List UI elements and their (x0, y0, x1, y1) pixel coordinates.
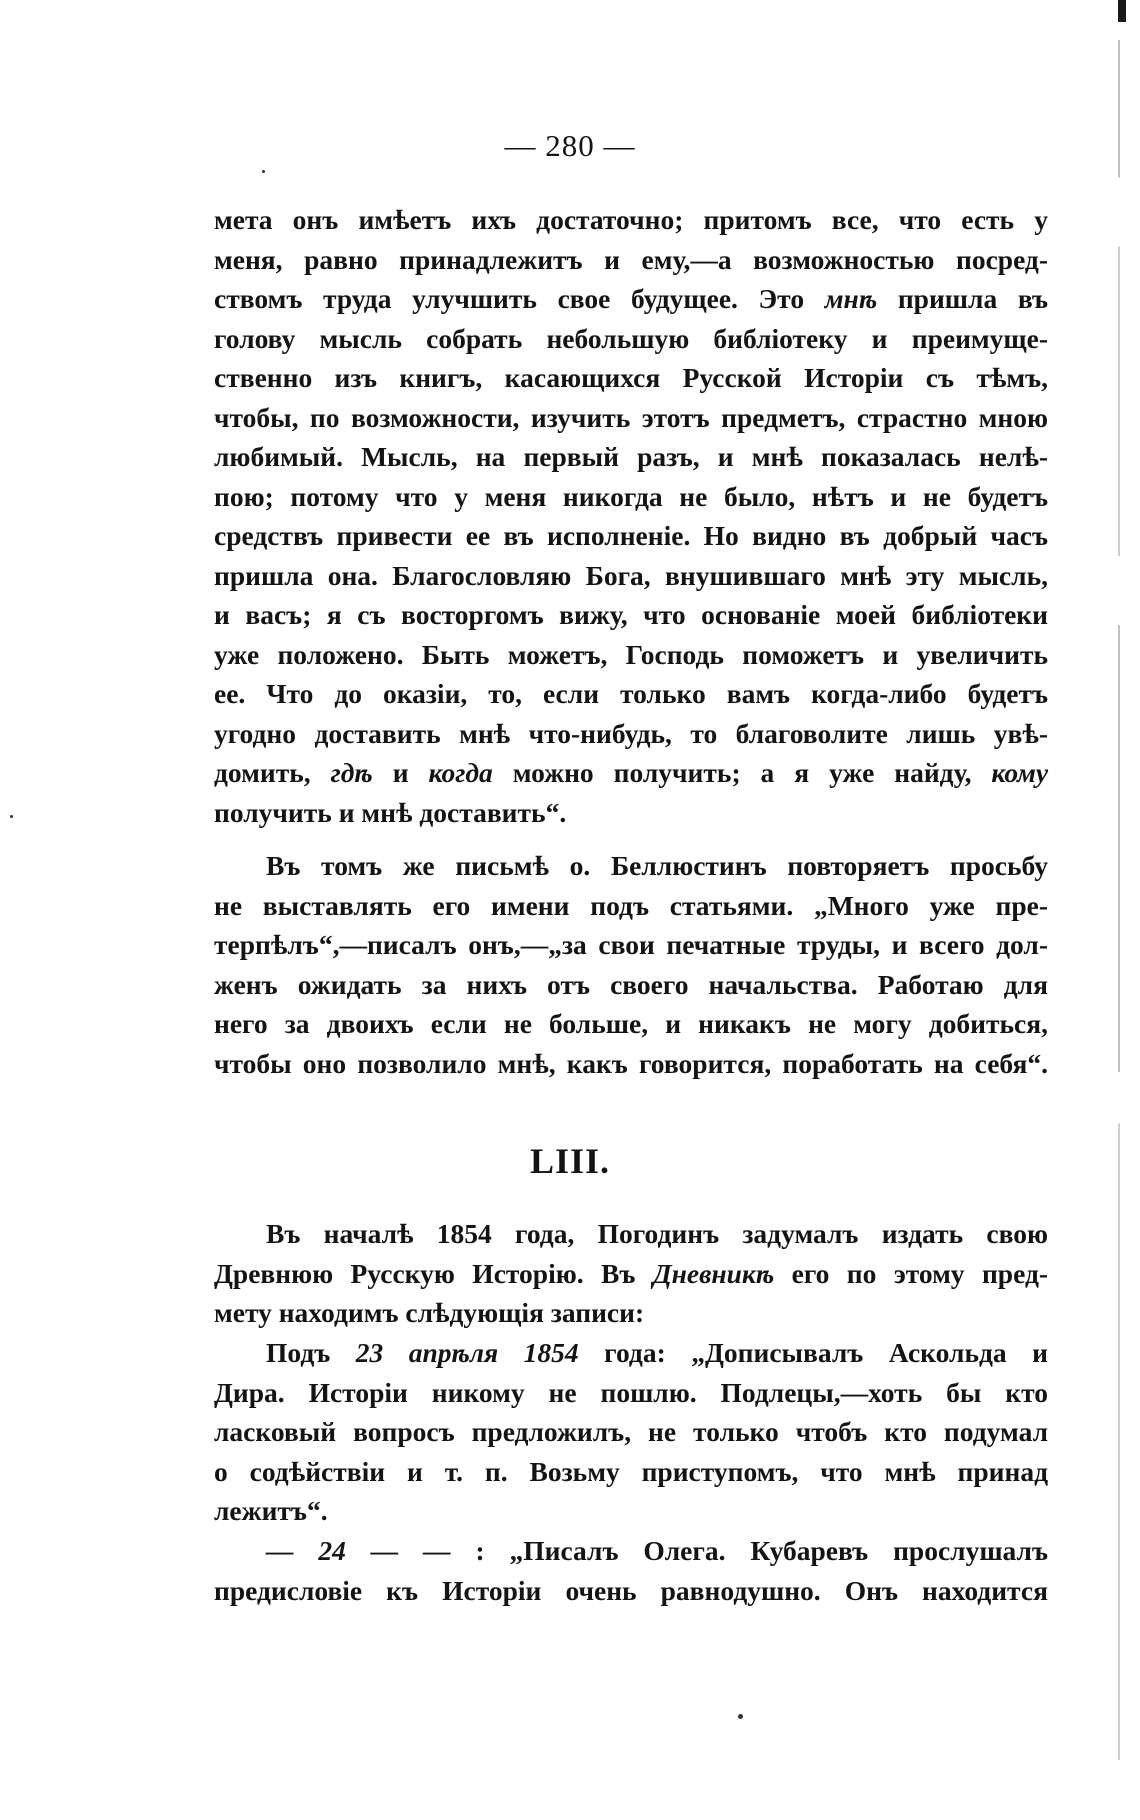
text-line: угодно доставить мнѣ что-нибудь, то благоволите лишь увѣ- (214, 717, 1048, 749)
italic-word: Дневникѣ (652, 1257, 775, 1289)
text-line: пришла она. Благословляю Бога, внушившаго мнѣ эту мысль, (214, 559, 1048, 591)
italic-word: кому (991, 757, 1049, 788)
paragraph-continuation (214, 200, 1048, 832)
page-edge-line (1118, 40, 1120, 1760)
text-line: получить и мнѣ доставить“. (214, 796, 567, 828)
italic-word: мнѣ (824, 283, 878, 314)
text-line: любимый. Мысль, на первый разъ, и мнѣ показалась нелѣ- (214, 441, 1048, 472)
text-line: женъ ожидать за нихъ отъ своего начальства. Работаю для (214, 968, 1048, 1000)
text-line: ственно изъ книгъ, касающихся Русской Исторіи съ тѣмъ, (214, 362, 1048, 393)
page-number: — 280 — (504, 128, 636, 163)
text-line: терпѣлъ“,—писалъ онъ,—„за свои печатные труды, и всего дол- (214, 929, 1048, 960)
section-heading: LIII. (529, 1141, 611, 1181)
text-line: Въ томъ же письмѣ о. Беллюстинъ повторяетъ просьбу (266, 850, 1048, 881)
speck (738, 1714, 743, 1719)
text-line: мета онъ имѣетъ ихъ достаточно; притомъ все, что есть у (214, 204, 1048, 235)
text-line: Подъ 23 апрѣля 1854 года: „Дописывалъ Аскольда и (266, 1337, 1048, 1368)
text-line: пою; потому что у меня никогда не было, нѣтъ и не будетъ (214, 480, 1048, 512)
italic-word: когда (428, 757, 493, 788)
text-line: чтобы оно позволило мнѣ, какъ говорится, поработать на себя“. (214, 1047, 1048, 1079)
paragraph (214, 1214, 1048, 1333)
text-line: меня, равно принадлежитъ и ему,—а возможностью посред- (214, 243, 1048, 275)
text-line: о содѣйствіи и т. п. Возьму приступомъ, что мнѣ принад (214, 1455, 1048, 1487)
text-line: лежитъ“. (214, 1495, 328, 1526)
text-line: Въ началѣ 1854 года, Погодинъ задумалъ издать свою (266, 1218, 1048, 1249)
italic-date: 23 апрѣля 1854 (355, 1337, 579, 1368)
text-line: мету находимъ слѣдующія записи: (214, 1297, 645, 1328)
text-line: ее. Что до оказіи, то, если только вамъ когда-либо будетъ (214, 678, 1048, 709)
paragraph (214, 846, 1048, 1083)
text-line: Дира. Исторіи никому не пошлю. Подлецы,—хоть бы кто (214, 1376, 1048, 1408)
text-line: чтобы, по возможности, изучить этотъ предметъ, страстно мною (214, 401, 1048, 433)
text-line: голову мысль собрать небольшую библіотеку и преимуще- (214, 322, 1048, 354)
paragraph (214, 1333, 1048, 1531)
text-line: домить, гдѣ и когда можно получить; а я уже найду, кому (214, 757, 1049, 788)
italic-word: гдѣ (330, 757, 373, 788)
text-line: ласковый вопросъ предложилъ, не только чтобъ кто подумал (214, 1416, 1048, 1447)
text-line: уже положено. Быть можетъ, Господь поможетъ и увеличить (214, 638, 1048, 670)
text-line: не выставлять его имени подъ статьями. „Много уже пре- (214, 889, 1048, 921)
paragraph (214, 1531, 1048, 1610)
text-line: — 24 — — : „Писалъ Олега. Кубаревъ прослушалъ (266, 1535, 1049, 1566)
text-line: предисловіе къ Исторіи очень равнодушно. Онъ находится (214, 1574, 1048, 1606)
speck (262, 170, 265, 173)
text-line: ствомъ труда улучшить свое будущее. Это мнѣ пришла въ (214, 283, 1049, 314)
text-line: Древнюю Русскую Исторію. Въ Дневникѣ его по этому пред- (214, 1257, 1049, 1289)
text-line: средствъ привести ее въ исполненіе. Но видно въ добрый часъ (214, 520, 1048, 551)
text-line: и васъ; я съ восторгомъ вижу, что основаніе моей библіотеки (214, 599, 1048, 630)
italic-date: — 24 — — (266, 1535, 451, 1566)
speck (10, 815, 13, 818)
text-line: него за двоихъ если не больше, и никакъ не могу добиться, (214, 1008, 1048, 1039)
page-edge-mark (1118, 0, 1126, 22)
